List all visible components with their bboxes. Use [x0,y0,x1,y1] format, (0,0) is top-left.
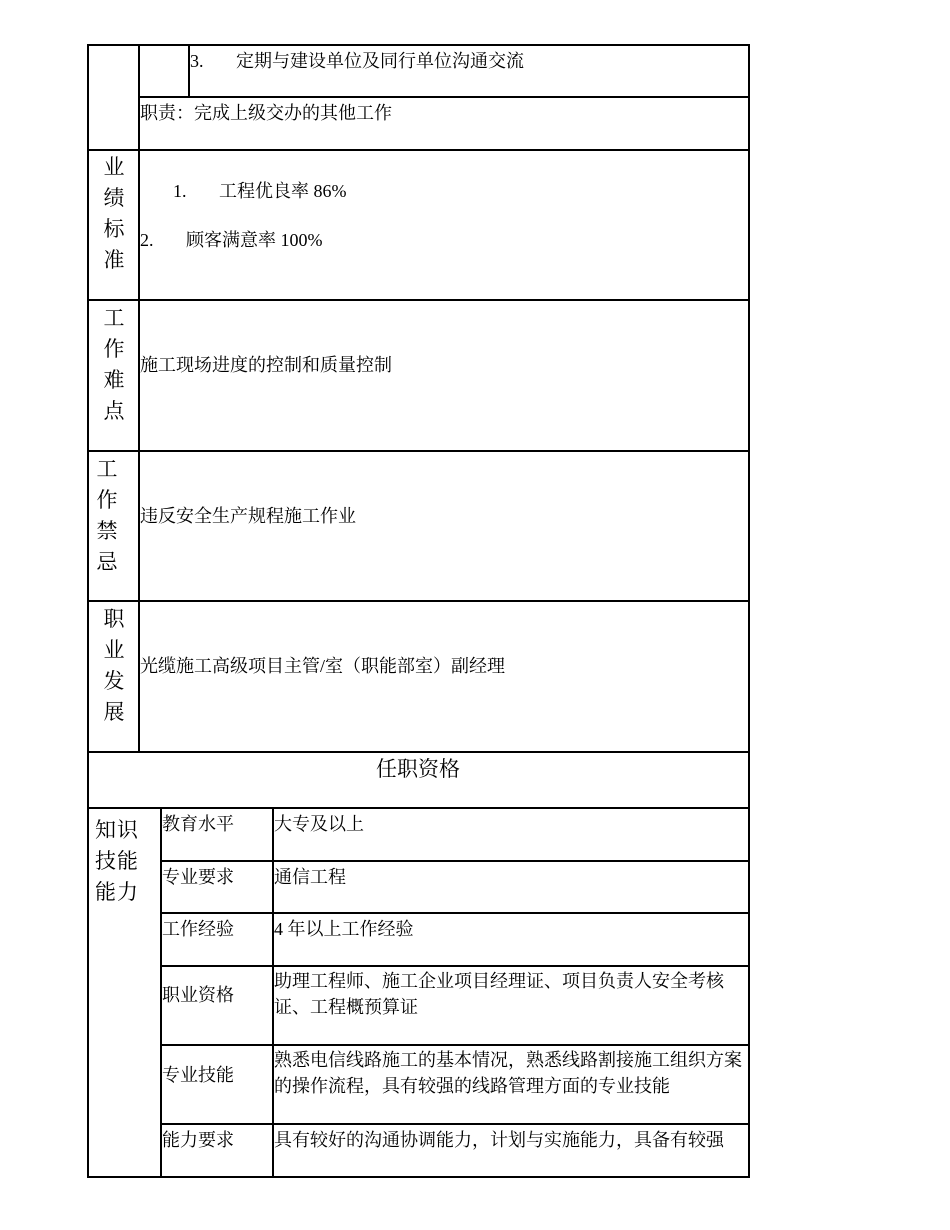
qual-label-education: 教育水平 [162,814,234,834]
performance-item-number: 2. [140,230,154,250]
qual-value-education: 大专及以上 [274,814,364,834]
row-divider [87,751,750,753]
row-divider [87,299,750,301]
label-char: 禁 [96,520,118,543]
qual-label-ability: 能力要求 [162,1130,234,1150]
qual-value-certification: 助理工程师、施工企业项目经理证、项目负责人安全考核证、工程概预算证 [274,971,724,1017]
label-char: 绩 [103,187,125,210]
table-border-right [748,44,750,1178]
prohibition-text: 违反安全生产规程施工作业 [140,506,356,526]
difficulty-text: 施工现场进度的控制和质量控制 [140,355,392,375]
performance-item-text: 顾客满意率 100% [186,230,323,250]
row-divider [138,96,750,98]
label-char: 准 [103,249,125,272]
label-char: 作 [96,489,118,512]
qual-row-divider [160,965,750,967]
career-text: 光缆施工高级项目主管/室（职能部室）副经理 [140,656,505,676]
label-char: 发 [103,670,125,693]
prohibition-label [82,454,132,578]
label-char: 业 [103,156,125,179]
label-char: 展 [103,701,125,724]
qual-value-major: 通信工程 [274,867,346,887]
label-char: 忌 [96,551,118,574]
career-label [89,604,139,728]
qual-value-ability: 具有较好的沟通协调能力，计划与实施能力，具备有较强 [274,1130,724,1150]
qual-row-divider [160,912,750,914]
table-border-top [87,44,750,46]
difficulty-label [89,303,139,427]
row-divider [87,807,750,809]
other-duty-text: 职责：完成上级交办的其他工作 [140,103,392,123]
label-char: 标 [103,218,125,241]
performance-item-text: 工程优良率 86% [219,181,347,201]
row-divider [87,149,750,151]
row-divider [87,450,750,452]
label-char: 工 [103,307,125,330]
qual-row-divider [160,860,750,862]
qual-label-skill: 专业技能 [162,1065,234,1085]
duty-item-number: 3. [190,51,204,71]
label-char: 难 [103,369,125,392]
label-char: 职 [103,608,125,631]
group-label-line: 技能 [95,850,139,873]
qual-label-experience: 工作经验 [162,919,234,939]
group-label-line: 能力 [95,881,139,904]
duty-item-text: 定期与建设单位及同行单位沟通交流 [236,51,524,71]
qualification-title: 任职资格 [376,758,460,781]
group-label-line: 知识 [95,819,139,842]
performance-label [89,152,139,276]
qual-label-certification: 职业资格 [162,985,234,1005]
qual-value-skill: 熟悉电信线路施工的基本情况，熟悉线路割接施工组织方案的操作流程，具有较强的线路管理方面的专业技能 [274,1050,742,1096]
performance-item-number: 1. [173,181,187,201]
qualification-group-label [95,815,159,908]
qual-value-experience: 4 年以上工作经验 [274,919,414,939]
label-char: 工 [96,458,118,481]
label-char: 点 [103,400,125,423]
qual-row-divider [160,1044,750,1046]
qual-label-major: 专业要求 [162,867,234,887]
label-char: 作 [103,338,125,361]
label-char: 业 [103,639,125,662]
qual-row-divider [160,1123,750,1125]
row-divider [87,600,750,602]
table-border-bottom [87,1176,750,1178]
